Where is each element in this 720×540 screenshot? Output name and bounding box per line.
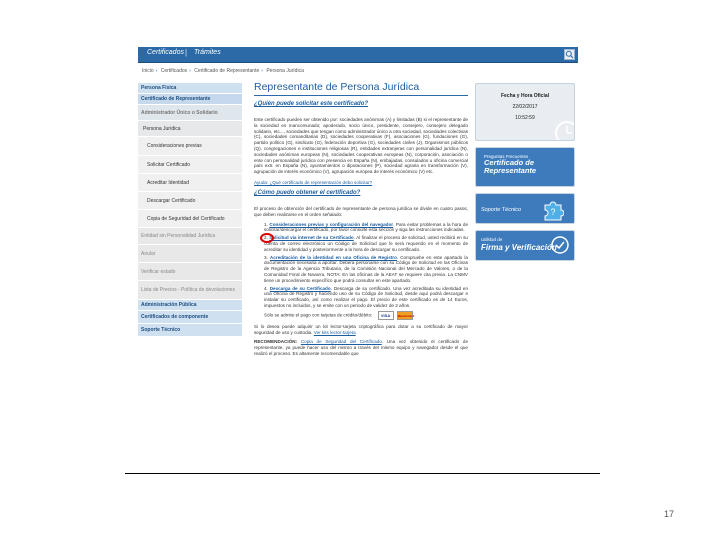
chevron-right-icon: › — [189, 68, 191, 74]
page-number: 17 — [664, 509, 675, 519]
sidebar-item-persona-juridica[interactable] — [138, 121, 242, 137]
recommendation-text: . Una vez obtenido el certificado de representante, ya puede hacer uso del mismo a través del mismo equipo y navegador desde el que realizó el proceso. Es altamente recomendable que — [254, 339, 469, 356]
backup-link[interactable]: Copia de Seguridad del Certificado — [300, 339, 382, 345]
sidebar-item-persona-fisica[interactable] — [138, 83, 242, 94]
signature-verification-banner[interactable] — [475, 230, 575, 261]
faq-big-label-2: Representante — [484, 166, 537, 175]
step-text: . Compruebe en este apartado la documentación necesaria a aportar. Deberá personarse con su Código de Solicitud en las Oficinas de Registro de la Agencia Tributaria, de la Comisión Nacional del Mercado de Valores, o de la Comunidad Foral de Navarra. NOTA: En las oficinas de la AEAT se requiere cita previa. La CNMV tiene un procedimiento específico que podrá consultar en este apartado. — [264, 254, 468, 283]
recommendation — [254, 339, 468, 356]
step-number: 2. — [264, 235, 268, 241]
step-number: 1. — [264, 221, 268, 227]
who-paragraph: Este certificado pueden ser obtenido por: sociedades anónimas (A) y limitadas (B) si el representante de la sociedad es mancomunado; apoderado, socio único, presidente, consejero, consejero delegado solidario, etc..., sociedades que tengan como administrador único a otra sociedad, sociedades colectivas (C), sociedades comanditarias (D), sociedades cooperativas (F), asociaciones (G), fundaciones (G), partido político (G), sindicato (G), federación deportiva (G), sociedades civiles (J), Organismos públicos (Q), congregaciones e instituciones religiosas (R), entidades extranjeras con personalidad jurídica (N), sociedades anónimas europeas (N), sociedades cooperativas europeas (N), corporación, asociación o ente con personalidad jurídica con presencia en España (N), embajadas, consulados u oficina comercial país extr. en España (N), ayuntamientos o diputaciones (P), sociedad agraria en transformación (V), agrupación de interés económico (V), agrupación europea de interés económico (V) etc. — [254, 117, 468, 175]
card-logos — [378, 311, 415, 320]
support-banner[interactable] — [475, 193, 575, 224]
sidebar-item-soporte-tecnico[interactable] — [138, 324, 242, 337]
question-how: ¿Cómo puedo obtener el certificado? — [254, 189, 361, 196]
list-item — [264, 222, 468, 234]
faq-banner[interactable] — [475, 147, 575, 187]
list-item — [264, 255, 468, 284]
sidebar-item-administracion-publica[interactable] — [138, 300, 242, 311]
page-title: Representante de Persona Jurídica — [254, 81, 420, 93]
sidebar-item-label: Persona Jurídica — [143, 125, 181, 132]
breadcrumb-item[interactable]: Certificados — [160, 68, 188, 74]
sidebar-item-label: Descargar Certificado — [147, 197, 196, 204]
tab-separator: | — [185, 48, 188, 57]
how-paragraph: El proceso de obtención del certificado de representante de persona jurídica se divide en cuatro pasos, que deben realizarse en el orden señalado: — [254, 205, 468, 217]
sidebar-item-verificar[interactable] — [138, 263, 242, 281]
breadcrumb-item[interactable]: Certificado de Representante — [194, 68, 260, 74]
util-big-label: Firma y Verificación — [481, 243, 557, 252]
chevron-right-icon: › — [155, 68, 158, 74]
kit-paragraph — [254, 324, 468, 336]
sidebar-item-label: Copia de Seguridad del Certificado — [147, 215, 225, 222]
puzzle-icon — [542, 199, 564, 221]
right-panel — [475, 83, 575, 267]
list-item — [264, 286, 468, 309]
title-divider — [254, 95, 468, 96]
step-link[interactable]: Descarga de su Certificado — [269, 285, 331, 291]
step-number: 3. — [264, 254, 268, 260]
sidebar-item-copia-seguridad[interactable] — [138, 210, 242, 228]
faq-small-label: Preguntas Frecuentes — [484, 154, 529, 159]
question-who: ¿Quién puede solicitar este certificado? — [254, 101, 369, 107]
check-icon — [550, 235, 570, 255]
mastercard-icon: MasterCard — [397, 311, 413, 320]
payment-text: Sólo se admite el pago con tarjetas de crédito/débito: — [264, 312, 373, 318]
svg-text:?: ? — [550, 207, 556, 217]
list-item — [264, 235, 468, 252]
sidebar-item-anular[interactable] — [138, 245, 242, 263]
slide-divider — [125, 473, 600, 474]
sidebar-item-label: Lista de Precios - Política de devoluciones — [141, 287, 235, 293]
kit-link[interactable]: Ver kits lector-tarjeta — [313, 329, 356, 335]
official-time-box — [475, 83, 575, 141]
sidebar-item-label: Administrador Único o Solidario — [141, 109, 218, 116]
sidebar-item-consideraciones[interactable] — [138, 137, 242, 156]
sidebar-item-label: Certificado de Representante — [141, 96, 211, 102]
tab-tramites[interactable]: Trámites — [194, 49, 221, 56]
kit-text: Si lo desea puede adquirir un kit lector-tarjeta criptográfica para dotar a su certificado de mayor seguridad de uso y custodia. — [254, 323, 468, 335]
search-icon[interactable] — [564, 49, 575, 60]
sidebar-item-descargar[interactable] — [138, 192, 242, 210]
sidebar-item-certificados-componente[interactable] — [138, 311, 242, 324]
sidebar-item-solicitar[interactable] — [138, 156, 242, 174]
sidebar-item-label: Solicitar Certificado — [147, 161, 191, 168]
breadcrumb-item: Persona Jurídica — [266, 68, 304, 74]
chevron-right-icon: › — [261, 68, 263, 74]
sidebar-item-label: Soporte Técnico — [141, 327, 181, 333]
payment-note — [264, 311, 468, 320]
sidebar-item-label: Verificar estado — [141, 268, 176, 275]
sidebar-item-label: Anular — [141, 250, 156, 257]
sidebar-item-label: Acreditar Identidad — [147, 179, 189, 186]
sidebar-item-administrador-unico[interactable] — [138, 105, 242, 121]
recommendation-label: RECOMENDACIÓN: — [254, 339, 298, 345]
support-label: Soporte Técnico — [481, 207, 522, 213]
sidebar-item-label: Consideraciones previas — [147, 143, 202, 149]
breadcrumb — [142, 68, 306, 74]
sidebar-item-lista-precios[interactable] — [138, 281, 242, 300]
step-text: . Al finalizar el proceso de solicitud, usted recibirá en su cuenta de correo electrónico un Código de Solicitud que le será requerido en el momento de acreditar su identidad y posteriormente a la hora de descargar su certificado. — [264, 235, 468, 252]
step-link[interactable]: Acreditación de la identidad en una Oficina de Registro — [269, 254, 397, 260]
step-number: 4. — [264, 285, 268, 291]
date-value: 22/02/2017 — [512, 104, 538, 110]
time-title: Fecha y Hora Oficial — [500, 93, 550, 99]
step-link[interactable]: Consideraciones previas y configuración del navegador — [269, 221, 394, 227]
sidebar — [138, 83, 242, 337]
tab-certificados[interactable]: Certificados — [147, 49, 184, 56]
steps-list — [254, 222, 468, 320]
visa-icon: VISA — [378, 311, 394, 320]
sidebar-item-label: Administración Pública — [141, 302, 197, 308]
step-link[interactable]: Solicitud vía internet de su Certificado — [269, 235, 354, 241]
sidebar-item-label: Entidad sin Personalidad Jurídica — [141, 233, 216, 239]
browser-screenshot — [138, 47, 578, 474]
sidebar-item-entidad-sin-personalidad[interactable] — [138, 228, 242, 245]
faq-big-label: Certificado de — [484, 158, 535, 167]
top-bar — [138, 47, 578, 63]
sidebar-item-certificado-representante[interactable] — [138, 94, 242, 105]
time-value: 10:52:59 — [515, 115, 535, 121]
step-text: . Para evitar problemas a la hora de solicitar/descargar el certificado, por favor consulte esta sección y siga las instrucciones indicadas. — [264, 221, 469, 233]
help-link[interactable]: Ayuda: ¿Qué certificado de representación debo solicitar? — [254, 179, 373, 185]
clock-icon — [554, 120, 575, 141]
sidebar-item-label: Persona Física — [141, 85, 177, 91]
step-text: . Descarga de su certificado. Una vez acreditada su identidad en una Oficina de Registro y haciendo uso de su Código de Solicitud, desde aquí podrá descargar e instalar su certificado, así como realizar el pago. El precio de este certificado es de 14 Euros, impuestos no incluidos, y se emite con un periodo de validez de 2 años. — [264, 285, 469, 308]
breadcrumb-item[interactable]: Inicio — [142, 68, 154, 74]
main-content — [254, 81, 468, 357]
util-small-label: Utilidad de — [481, 237, 503, 242]
sidebar-item-label: Certificados de componente — [141, 314, 209, 320]
sidebar-item-acreditar[interactable] — [138, 174, 242, 192]
